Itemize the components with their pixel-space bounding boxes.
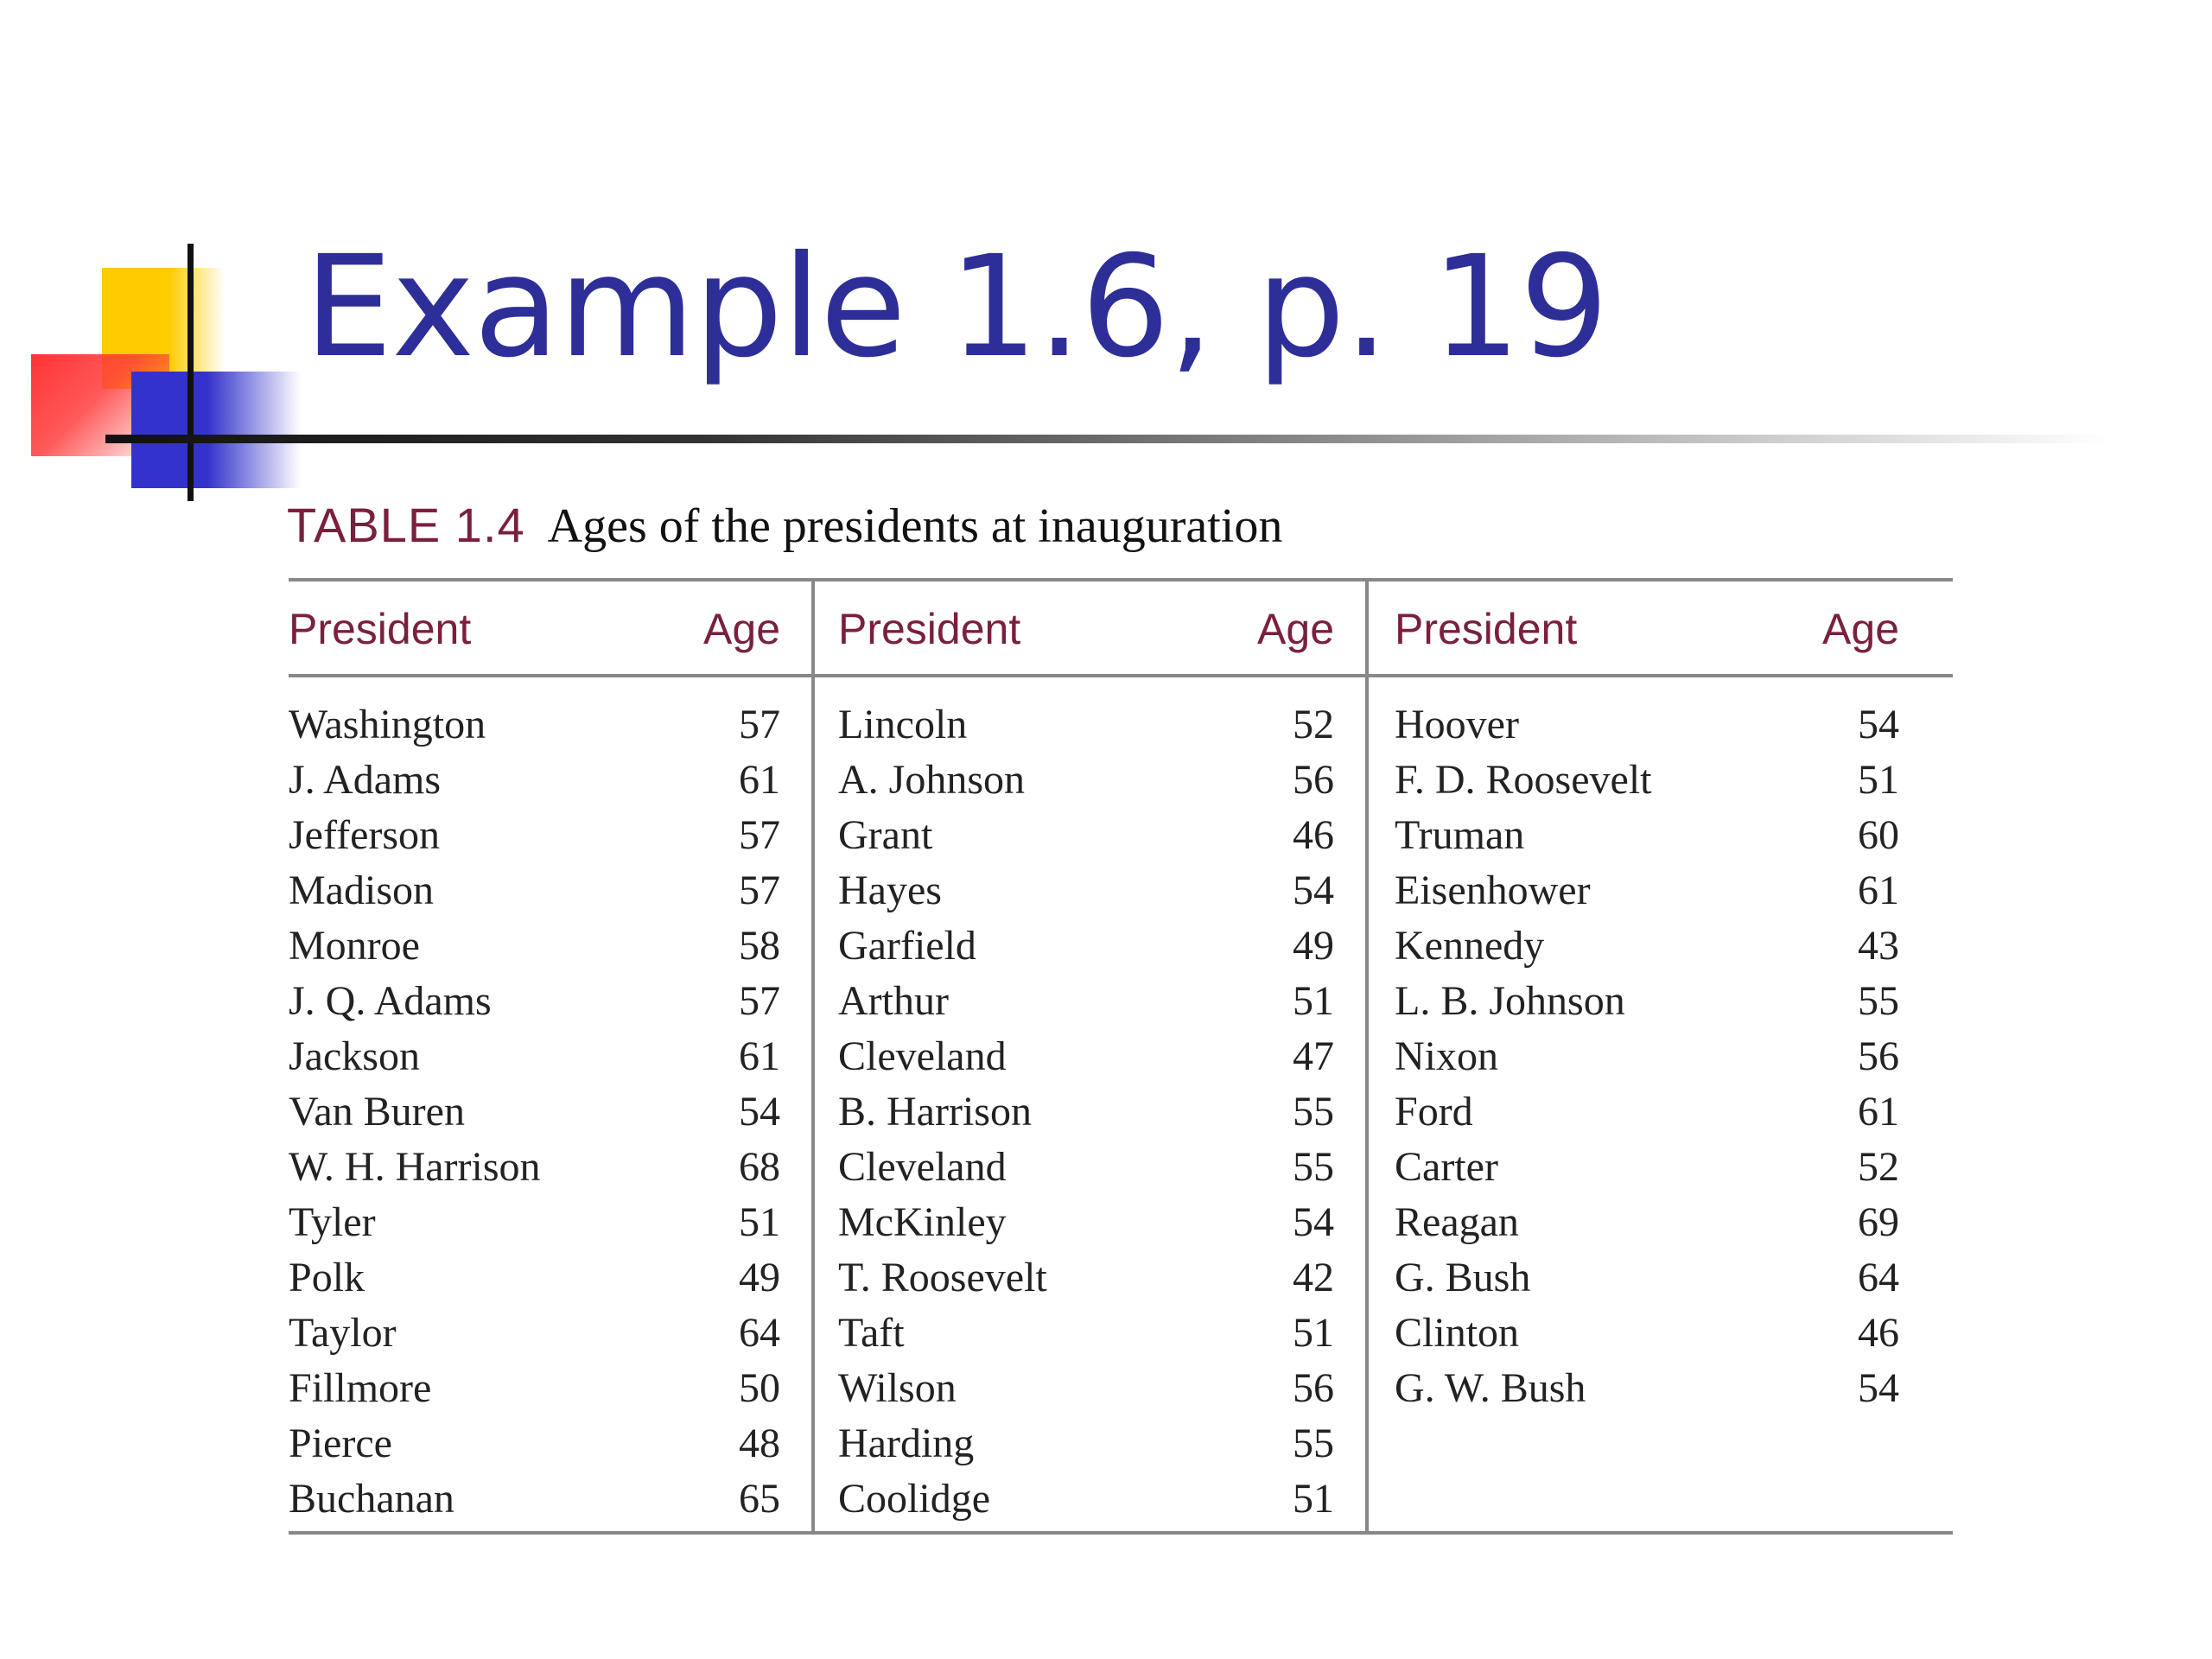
president-age: 55 [1293, 1421, 1334, 1466]
table-row [838, 1250, 1365, 1306]
table-column-3 [1395, 578, 1930, 1535]
president-age: 51 [739, 1199, 780, 1245]
president-age: 64 [739, 1310, 780, 1356]
president-name: W. H. Harrison [289, 1144, 541, 1190]
president-name: G. W. Bush [1395, 1365, 1586, 1411]
president-name: Grant [838, 812, 933, 858]
table-row [838, 1306, 1365, 1361]
president-name: Harding [838, 1421, 975, 1466]
president-name: Lincoln [838, 702, 968, 747]
table-row [289, 974, 811, 1029]
table-row [289, 697, 811, 753]
table-row [1395, 1084, 1930, 1140]
table-row [838, 918, 1365, 974]
table-row [838, 753, 1365, 808]
table-row [838, 1416, 1365, 1471]
table-row [1395, 808, 1930, 863]
president-age: 64 [1858, 1255, 1899, 1300]
table-row [289, 1084, 811, 1140]
president-age: 58 [739, 923, 780, 969]
president-name: Van Buren [289, 1089, 465, 1135]
president-name: Polk [289, 1255, 365, 1300]
president-age: 52 [1858, 1144, 1899, 1190]
table-row [838, 1084, 1365, 1140]
president-age: 47 [1293, 1033, 1334, 1079]
president-age: 46 [1858, 1310, 1899, 1356]
header-president: President [1395, 605, 1578, 653]
president-age: 51 [1293, 1476, 1334, 1522]
president-age: 57 [739, 702, 780, 747]
table-row [289, 1250, 811, 1306]
president-name: F. D. Roosevelt [1395, 757, 1652, 803]
president-age: 57 [739, 868, 780, 913]
president-age: 51 [1293, 1310, 1334, 1356]
table-row [289, 863, 811, 918]
president-name: Taft [838, 1310, 905, 1356]
president-name: Carter [1395, 1144, 1498, 1190]
president-age: 48 [739, 1421, 780, 1466]
table-row [1395, 918, 1930, 974]
president-name: Kennedy [1395, 923, 1545, 969]
table-caption-text: Ages of the presidents at inauguration [547, 499, 1283, 553]
decor-blue-square [131, 372, 301, 488]
president-age: 43 [1858, 923, 1899, 969]
president-name: Jackson [289, 1033, 420, 1079]
president-name: Washington [289, 702, 486, 747]
presidents-table [289, 578, 1953, 1537]
table-row [289, 1471, 811, 1527]
president-age: 52 [1293, 702, 1334, 747]
decor-vertical-line [188, 244, 194, 501]
president-age: 56 [1293, 757, 1334, 803]
president-name: Reagan [1395, 1199, 1519, 1245]
president-name: Monroe [289, 923, 420, 969]
table-row [1395, 1250, 1930, 1306]
president-age: 57 [739, 812, 780, 858]
president-age: 61 [1858, 868, 1899, 913]
table-caption [287, 497, 1282, 554]
column-divider [1365, 578, 1369, 1535]
president-name: J. Q. Adams [289, 978, 492, 1024]
president-age: 56 [1293, 1365, 1334, 1411]
president-age: 51 [1858, 757, 1899, 803]
table-row [289, 753, 811, 808]
president-name: Coolidge [838, 1476, 990, 1522]
president-age: 68 [739, 1144, 780, 1190]
table-row [289, 1029, 811, 1084]
president-age: 60 [1858, 812, 1899, 858]
slide-title: Example 1.6, p. 19 [304, 226, 1608, 389]
table-column-2 [838, 578, 1365, 1535]
table-row [838, 697, 1365, 753]
table-row [1395, 697, 1930, 753]
table-row [1395, 1140, 1930, 1195]
president-age: 55 [1858, 978, 1899, 1024]
president-age: 69 [1858, 1199, 1899, 1245]
title-underline [105, 435, 2110, 443]
president-age: 61 [1858, 1089, 1899, 1135]
table-row [838, 1471, 1365, 1527]
president-name: Hoover [1395, 702, 1519, 747]
table-row [289, 918, 811, 974]
table-row [289, 1416, 811, 1471]
president-name: Tyler [289, 1199, 376, 1245]
president-name: Buchanan [289, 1476, 454, 1522]
table-row [289, 1306, 811, 1361]
table-row [1395, 1361, 1930, 1416]
president-name: Eisenhower [1395, 868, 1591, 913]
column-rows [838, 697, 1365, 1527]
column-rows [289, 697, 811, 1527]
president-age: 61 [739, 1033, 780, 1079]
table-row [1395, 863, 1930, 918]
president-age: 46 [1293, 812, 1334, 858]
president-age: 54 [739, 1089, 780, 1135]
table-row [838, 863, 1365, 918]
president-name: Ford [1395, 1089, 1473, 1135]
column-divider [811, 578, 815, 1535]
header-age: Age [1822, 605, 1899, 653]
president-name: Nixon [1395, 1033, 1498, 1079]
president-age: 42 [1293, 1255, 1334, 1300]
president-name: T. Roosevelt [838, 1255, 1047, 1300]
table-row [838, 1195, 1365, 1250]
table-row [838, 974, 1365, 1029]
president-name: L. B. Johnson [1395, 978, 1625, 1024]
president-age: 54 [1858, 702, 1899, 747]
table-row [1395, 974, 1930, 1029]
president-name: Fillmore [289, 1365, 432, 1411]
president-name: Taylor [289, 1310, 397, 1356]
table-row [1395, 753, 1930, 808]
president-name: Garfield [838, 923, 976, 969]
table-column-1 [289, 578, 811, 1535]
header-age: Age [703, 605, 780, 653]
president-age: 51 [1293, 978, 1334, 1024]
header-age: Age [1257, 605, 1334, 653]
table-row [289, 1140, 811, 1195]
president-age: 54 [1293, 1199, 1334, 1245]
table-row [838, 1361, 1365, 1416]
president-age: 49 [1293, 923, 1334, 969]
header-president: President [838, 605, 1021, 653]
president-name: G. Bush [1395, 1255, 1531, 1300]
column-rows [1395, 697, 1930, 1416]
table-row [1395, 1029, 1930, 1084]
president-name: McKinley [838, 1199, 1007, 1245]
president-age: 57 [739, 978, 780, 1024]
president-age: 61 [739, 757, 780, 803]
president-age: 50 [739, 1365, 780, 1411]
president-age: 56 [1858, 1033, 1899, 1079]
table-row [1395, 1195, 1930, 1250]
president-name: Hayes [838, 868, 942, 913]
president-age: 55 [1293, 1144, 1334, 1190]
president-name: Cleveland [838, 1033, 1007, 1079]
president-name: A. Johnson [838, 757, 1026, 803]
president-name: Clinton [1395, 1310, 1520, 1356]
president-name: Pierce [289, 1421, 392, 1466]
table-row [289, 1361, 811, 1416]
president-age: 55 [1293, 1089, 1334, 1135]
president-name: Jefferson [289, 812, 441, 858]
president-name: Madison [289, 868, 434, 913]
header-president: President [289, 605, 472, 653]
president-age: 54 [1293, 868, 1334, 913]
president-name: Truman [1395, 812, 1525, 858]
table-row [289, 808, 811, 863]
president-name: Arthur [838, 978, 949, 1024]
table-row [838, 1140, 1365, 1195]
president-name: Wilson [838, 1365, 957, 1411]
president-name: B. Harrison [838, 1089, 1032, 1135]
president-name: J. Adams [289, 757, 442, 803]
president-age: 65 [739, 1476, 780, 1522]
table-row [289, 1195, 811, 1250]
president-age: 54 [1858, 1365, 1899, 1411]
table-row [1395, 1306, 1930, 1361]
president-name: Cleveland [838, 1144, 1007, 1190]
table-label: TABLE 1.4 [287, 498, 525, 552]
president-age: 49 [739, 1255, 780, 1300]
table-row [838, 808, 1365, 863]
table-row [838, 1029, 1365, 1084]
